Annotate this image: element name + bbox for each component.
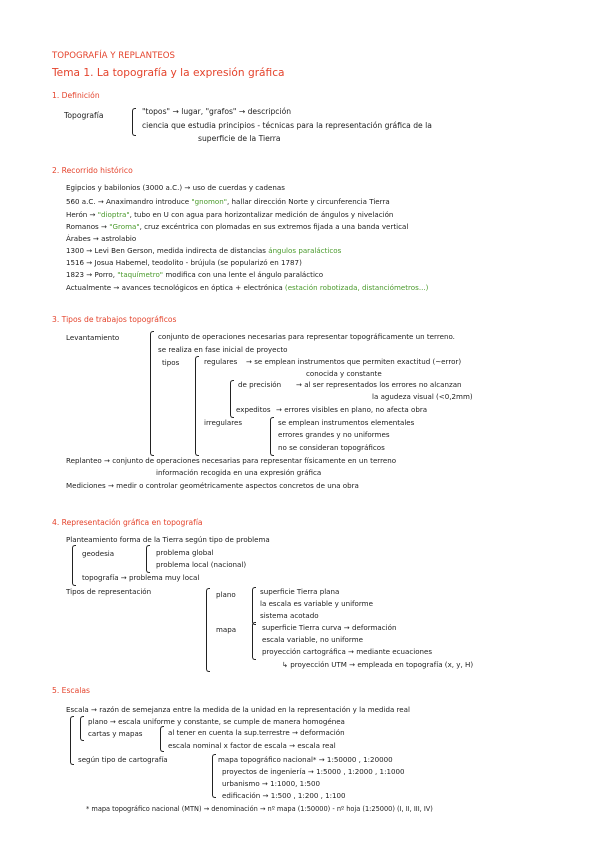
term-expeditos: expeditos: [236, 405, 271, 414]
geodesia-line: problema global: [156, 548, 214, 557]
topic-title: Tema 1. La topografía y la expresión gráfica: [52, 67, 285, 79]
brace: [230, 380, 234, 418]
mapa-line: escala variable, no uniforme: [262, 635, 363, 644]
course-title: TOPOGRAFÍA Y REPLANTEOS: [52, 51, 175, 61]
escala-definition: Escala → razón de semejanza entre la medida de la unidad en la representación y la medida real: [66, 705, 410, 714]
precision-line: → al ser representados los errores no alcanzan: [296, 380, 462, 389]
definition-line: "topos" → lugar, "grafos" → descripción: [142, 107, 292, 116]
history-line: Árabes → astrolabio: [66, 234, 137, 243]
term-irregulares: irregulares: [204, 418, 243, 427]
term-tipos: tipos: [162, 358, 180, 367]
cartas-line: al tener en cuenta la sup.terrestre → deformación: [168, 728, 345, 737]
brace: [150, 331, 154, 456]
geodesia-line: problema local (nacional): [156, 560, 247, 569]
levantamiento-line: conjunto de operaciones necesarias para representar topográficamente un terreno.: [158, 332, 455, 341]
term-levantamiento: Levantamiento: [66, 333, 120, 342]
definition-line: ciencia que estudia principios - técnicas para la representación gráfica de la: [142, 121, 432, 130]
term-precision: de precisión: [238, 380, 282, 389]
brace: [146, 545, 150, 573]
topografia-line: topografía → problema muy local: [82, 573, 200, 582]
history-line: 1823 → Porro, "taquímetro" modifica con una lente el ángulo paraláctico: [66, 270, 324, 279]
brace: [270, 417, 274, 456]
mtn-footnote: * mapa topográfico nacional (MTN) → denominación → nº mapa (1:50000) - nº hoja (1:25000) (I, II, III, IV): [86, 805, 433, 813]
plano-line: sistema acotado: [260, 611, 319, 620]
term-segun-tipo: según tipo de cartografía: [78, 755, 168, 764]
plano-escala-line: plano → escala uniforme y constante, se cumple de manera homogénea: [88, 717, 345, 726]
history-line: 560 a.C. → Anaximandro introduce "gnomon", hallar dirección Norte y circunferencia Tierra: [66, 197, 390, 206]
plano-line: la escala es variable y uniforme: [260, 599, 373, 608]
irregulares-line: errores grandes y no uniformes: [278, 430, 390, 439]
term-cartas-mapas: cartas y mapas: [88, 729, 143, 738]
irregulares-line: se emplean instrumentos elementales: [278, 418, 415, 427]
history-line: Egipcios y babilonios (3000 a.C.) → uso de cuerdas y cadenas: [66, 183, 285, 192]
brace: [212, 754, 216, 798]
history-line: 1516 → Josua Habemel, teodolito - brújula (se popularizó en 1787): [66, 258, 302, 267]
brace: [72, 545, 76, 586]
section-1-title: 1. Definición: [52, 91, 100, 100]
precision-line: la agudeza visual (<0,2mm): [372, 392, 473, 401]
brace: [252, 622, 256, 660]
term-mapa: mapa: [216, 625, 237, 634]
brace: [252, 587, 256, 625]
mapa-line: superficie Tierra curva → deformación: [262, 623, 397, 632]
brace: [206, 588, 210, 672]
section-2-title: 2. Recorrido histórico: [52, 166, 133, 175]
brace: [80, 716, 84, 741]
definition-term: Topografía: [64, 111, 104, 120]
regulares-line: conocida y constante: [306, 369, 382, 378]
brace: [160, 726, 164, 752]
brace: [70, 716, 74, 765]
irregulares-line: no se consideran topográficos: [278, 443, 385, 452]
term-tipos-representacion: Tipos de representación: [66, 587, 152, 596]
levantamiento-line: se realiza en fase inicial de proyecto: [158, 345, 288, 354]
section-5-title: 5. Escalas: [52, 686, 90, 695]
history-line: Romanos → "Groma", cruz excéntrica con plomadas en sus extremos fijada a una banda vertical: [66, 222, 409, 231]
mapa-line: proyección cartográfica → mediante ecuaciones: [262, 647, 433, 656]
term-geodesia: geodesia: [82, 549, 115, 558]
mediciones-line: Mediciones → medir o controlar geométricamente aspectos concretos de una obra: [66, 481, 359, 490]
history-line: 1300 → Levi Ben Gerson, medida indirecta de distancias ángulos paralácticos: [66, 246, 342, 255]
replanteo-line: Replanteo → conjunto de operaciones necesarias para representar físicamente en un terreno: [66, 456, 397, 465]
brace: [195, 356, 199, 456]
definition-line: superficie de la Tierra: [198, 134, 281, 143]
cartografia-line: edificación → 1:500 , 1:200 , 1:100: [222, 791, 346, 800]
mapa-line: ↳ proyección UTM → empleada en topografía (x, y, H): [282, 660, 474, 669]
replanteo-line: información recogida en una expresión gráfica: [156, 468, 322, 477]
section-4-title: 4. Representación gráfica en topografía: [52, 518, 203, 527]
cartografia-line: mapa topográfico nacional* → 1:50000 , 1:20000: [218, 755, 393, 764]
plano-line: superficie Tierra plana: [260, 587, 340, 596]
section-3-title: 3. Tipos de trabajos topográficos: [52, 315, 177, 324]
history-line: Herón → "dioptra", tubo en U con agua para horizontalizar medición de ángulos y nivelación: [66, 210, 394, 219]
term-regulares: regulares: [204, 357, 238, 366]
cartas-line: escala nominal x factor de escala → escala real: [168, 741, 336, 750]
planteamiento-line: Planteamiento forma de la Tierra según tipo de problema: [66, 535, 270, 544]
term-plano: plano: [216, 590, 236, 599]
brace: [132, 108, 136, 136]
history-line: Actualmente → avances tecnológicos en óptica + electrónica (estación robotizada, distanciómetros...): [66, 283, 429, 292]
regulares-line: → se emplean instrumentos que permiten exactitud (~error): [246, 357, 462, 366]
cartografia-line: urbanismo → 1:1000, 1:500: [222, 779, 321, 788]
expeditos-line: → errores visibles en plano, no afecta obra: [276, 405, 428, 414]
cartografia-line: proyectos de ingeniería → 1:5000 , 1:2000 , 1:1000: [222, 767, 405, 776]
